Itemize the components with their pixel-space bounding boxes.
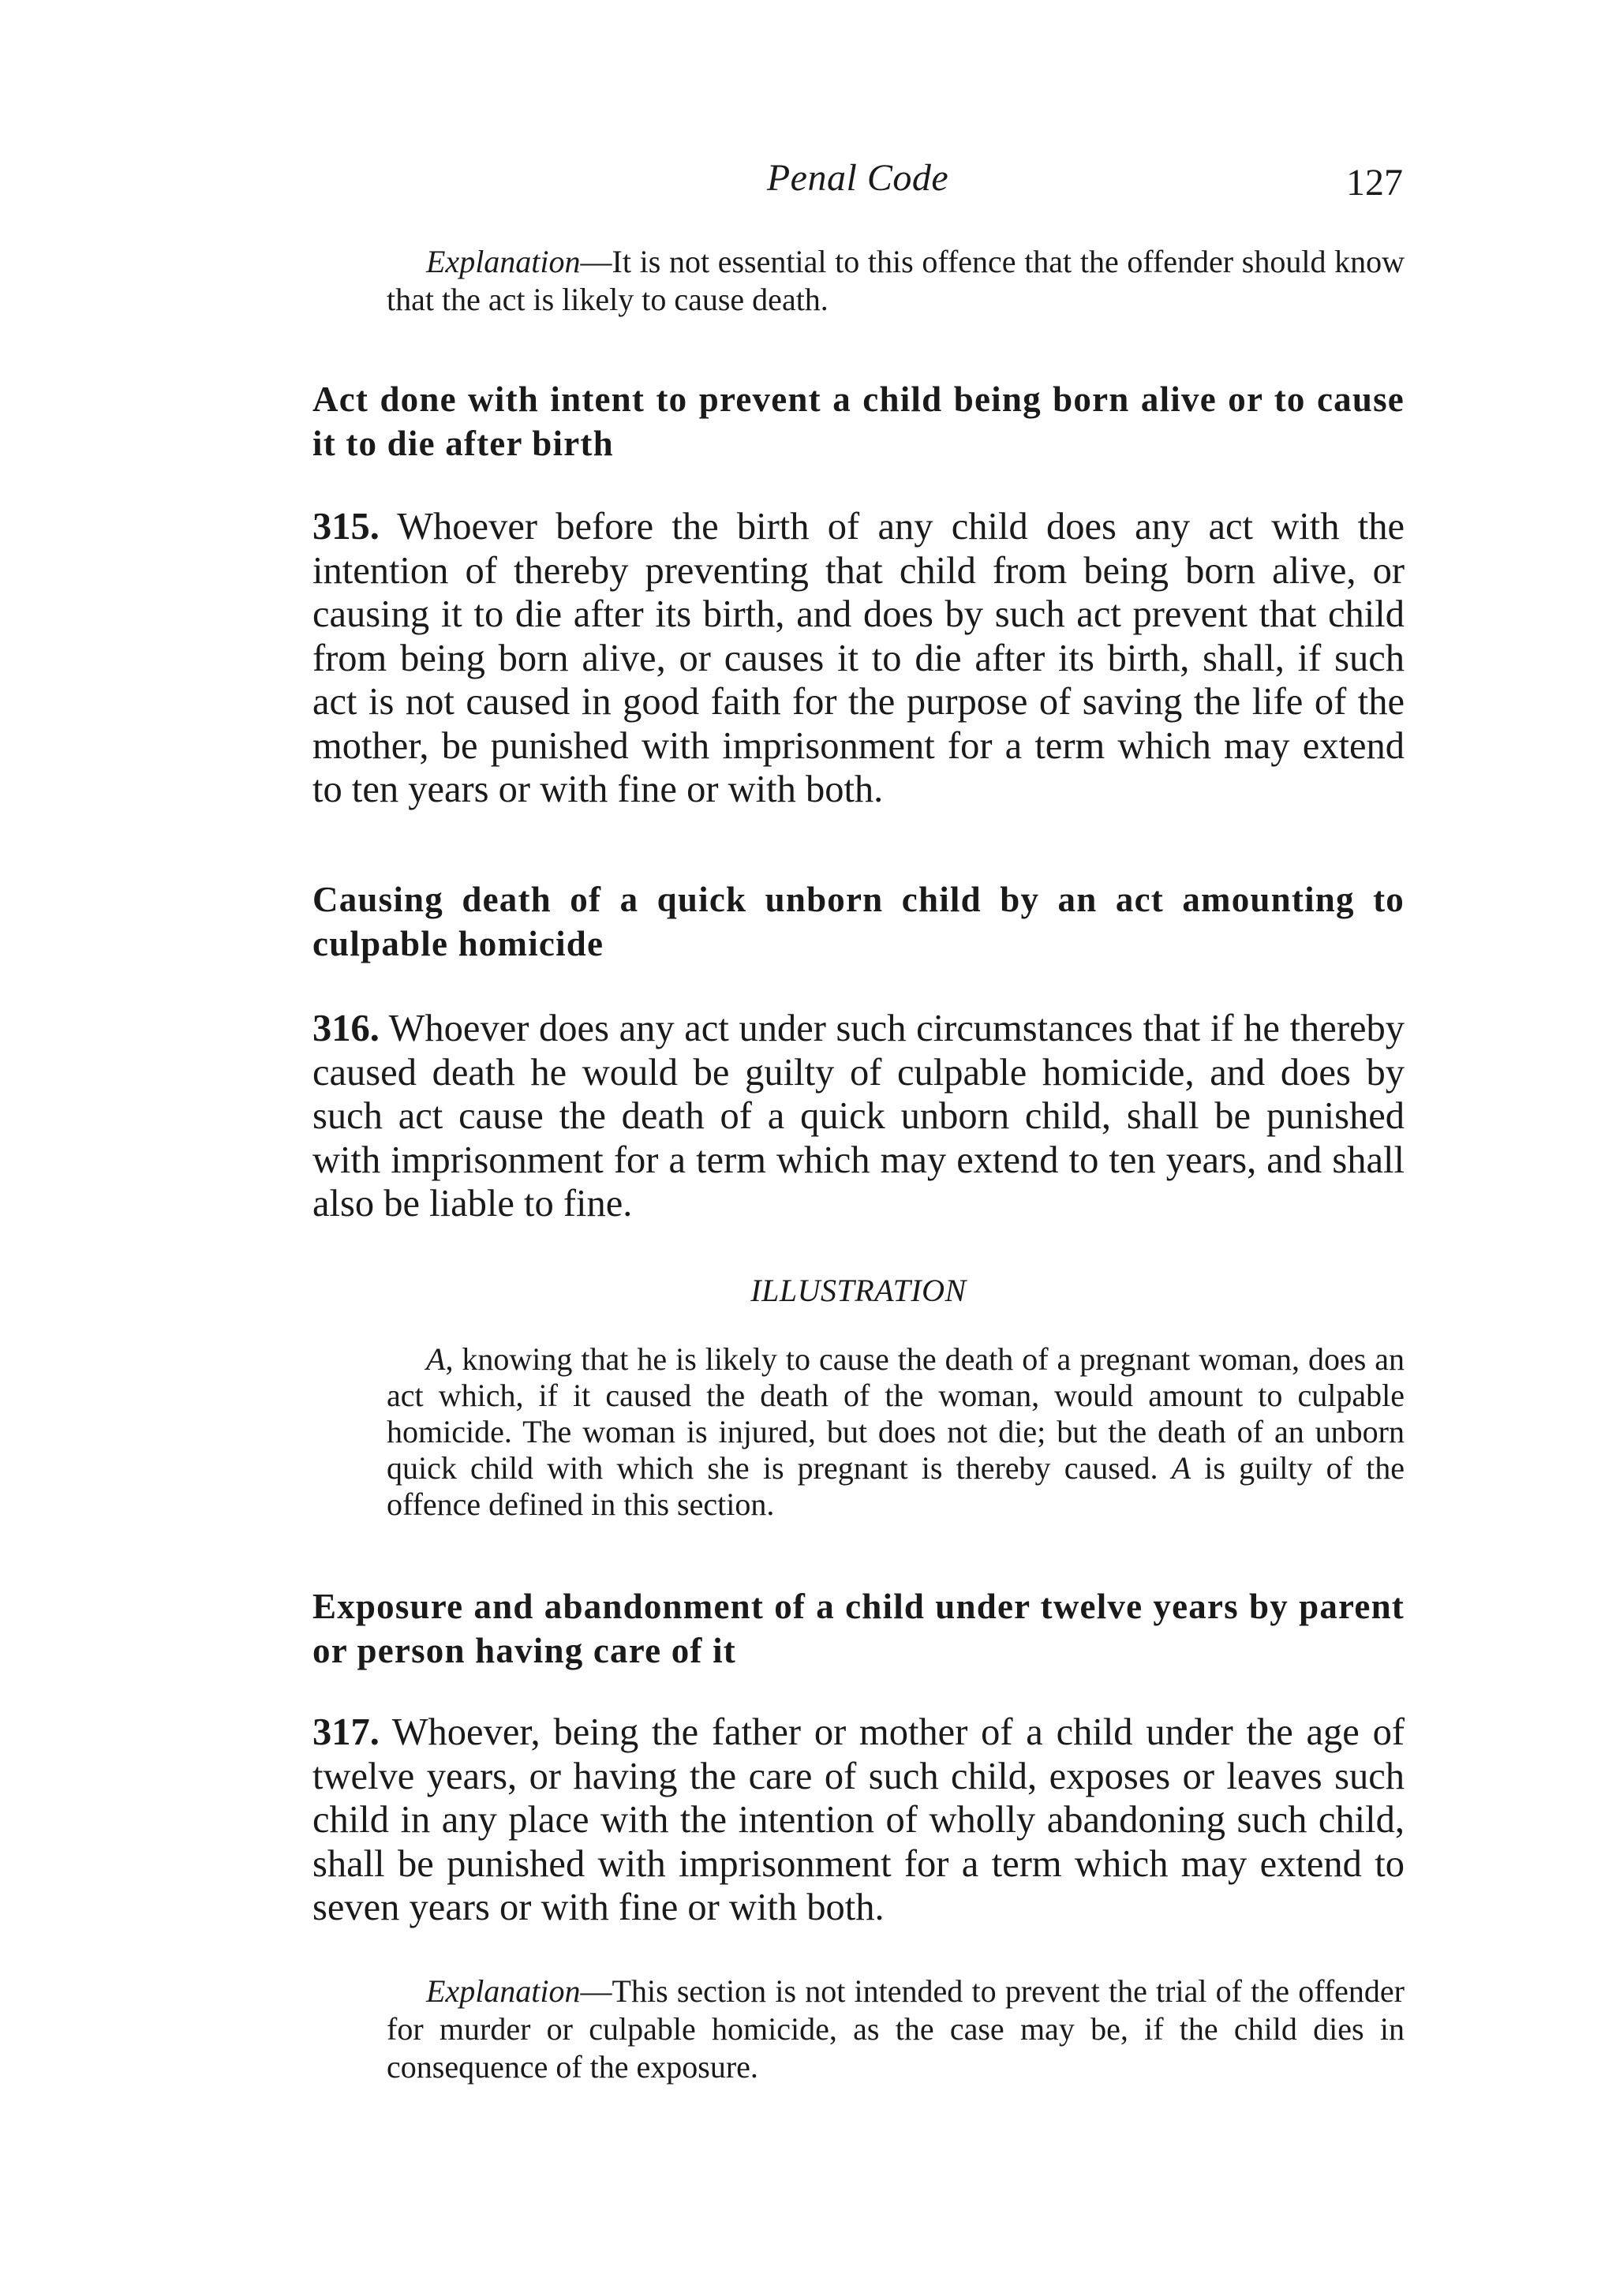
section-number-315: 315.	[312, 506, 380, 548]
explanation-text: —It is not essential to this offence that the offender should know that the act is likely to cause death.	[387, 244, 1405, 317]
section-text-316: Whoever does any act under such circumstances that if he thereby caused death he would be guilty of culpable homicide, and does by such act cause the death of a quick unborn child, shall be punished with imprisonment for a term which may extend to ten years, and shall also be liable to fine.	[312, 1008, 1405, 1225]
section-heading-317: Exposure and abandonment of a child under twelve years by parent or person having care of it	[312, 1587, 1405, 1670]
section-text-315: Whoever before the birth of any child does any act with the intention of thereby preventing that child from being born alive, or causing it to die after its birth, and does by such act prevent that child from being born alive, or causes it to die after its birth, shall, if such act is not caused in good faith for the purpose of saving the life of the mother, be punished with imprisonment for a term which may extend to ten years or with fine or with both.	[312, 506, 1405, 810]
explanation-note-top	[387, 243, 1405, 319]
illustration-a-2: A	[1171, 1450, 1191, 1486]
illustration-label: ILLUSTRATION	[750, 1273, 967, 1308]
running-head	[312, 156, 1403, 211]
explanation-text: —This section is not intended to prevent the trial of the offender for murder or culpable homicide, as the case may be, if the child dies in consequence of the exposure.	[387, 1973, 1405, 2085]
illustration-part-1: , knowing that he is likely to cause the death of a pregnant woman, does an act which, if it caused the death of the woman, would amount to culpable homicide. The woman is injured, but does not die; but the death of an unborn quick child with which she is pregnant is thereby caused.	[387, 1341, 1405, 1486]
section-text-317: Whoever, being the father or mother of a child under the age of twelve years, or having the care of such child, exposes or leaves such child in any place with the intention of wholly abandoning such child, shall be punished with imprisonment for a term which may extend to seven years or with fine or with both.	[312, 1711, 1405, 1928]
explanation-lead: Explanation	[426, 244, 581, 279]
section-number-317: 317.	[312, 1711, 380, 1753]
illustration-part-2: is guilty of the offence defined in this section.	[387, 1450, 1405, 1522]
page-number: 127	[1346, 162, 1403, 204]
section-317	[312, 1711, 1405, 1930]
running-title: Penal Code	[766, 157, 949, 199]
section-number-316: 316.	[312, 1008, 380, 1049]
explanation-lead: Explanation	[426, 1973, 581, 2009]
illustration-text	[387, 1341, 1405, 1523]
section-316	[312, 1007, 1405, 1226]
section-heading-316: Causing death of a quick unborn child by an act amounting to culpable homicide	[312, 880, 1405, 963]
explanation-note-bottom	[387, 1973, 1405, 2086]
section-315	[312, 505, 1405, 812]
illustration-a-1: A	[426, 1341, 446, 1377]
section-heading-315: Act done with intent to prevent a child being born alive or to cause it to die after birth	[312, 380, 1405, 463]
